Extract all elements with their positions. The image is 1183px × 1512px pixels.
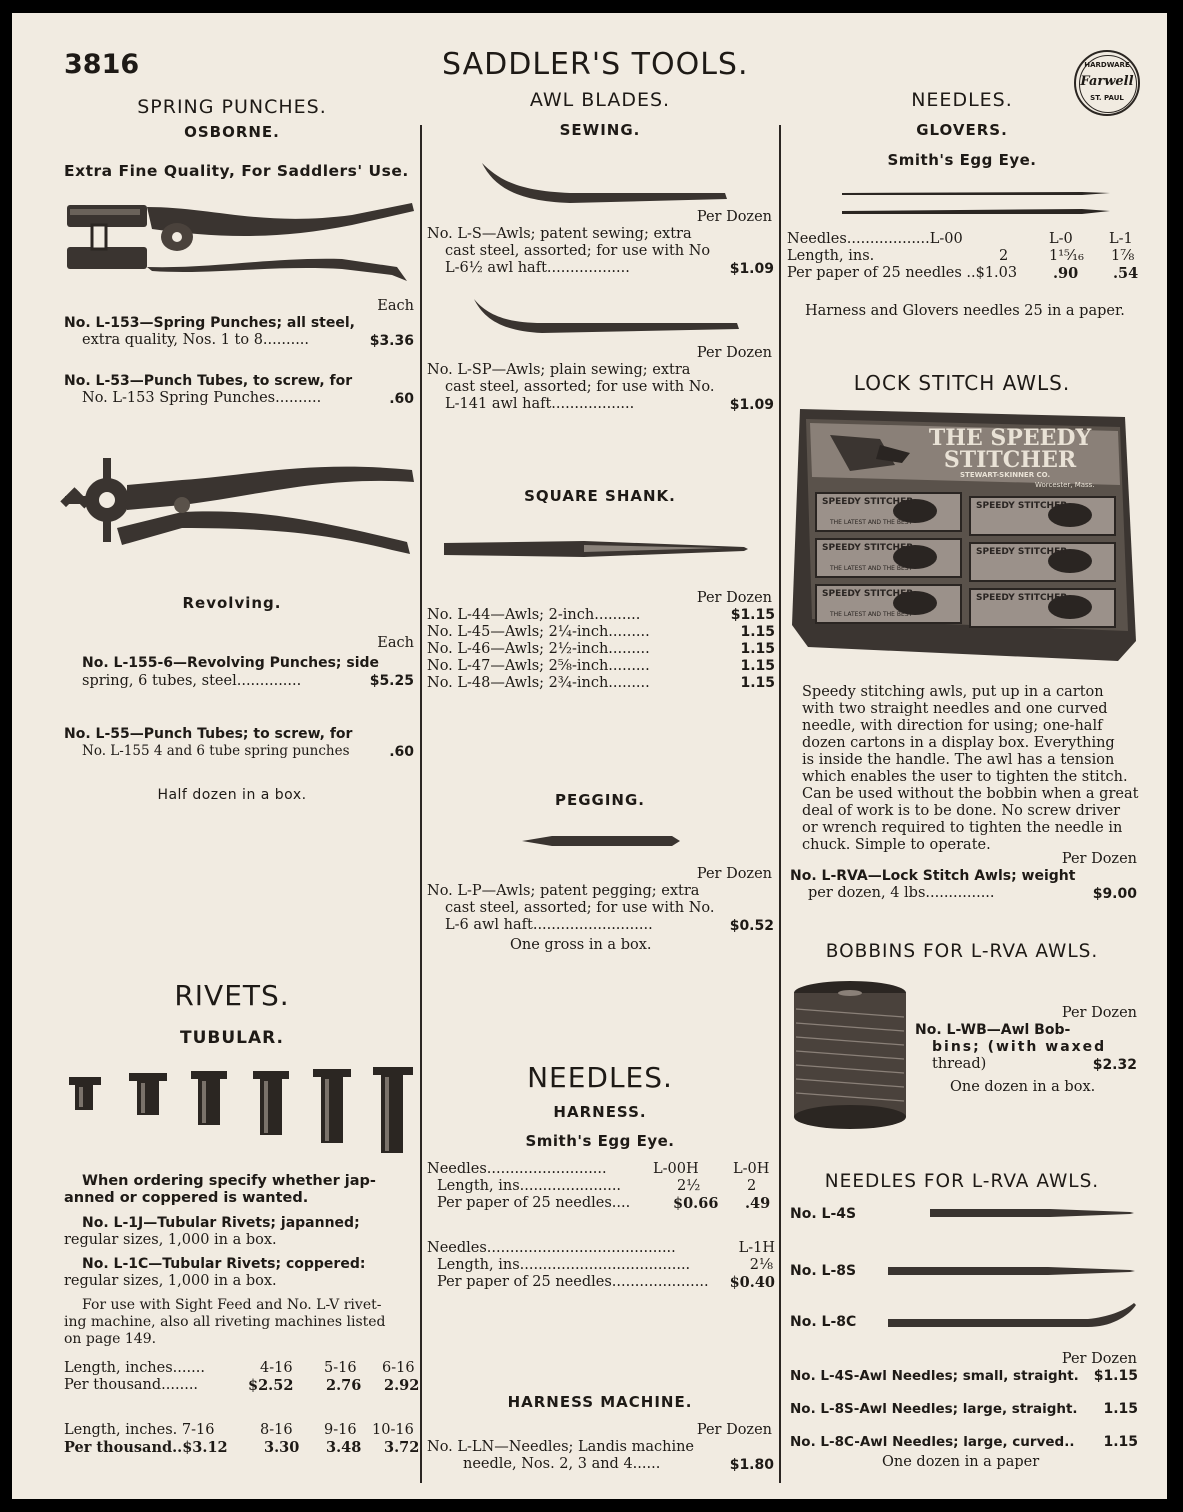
table-cell: Length, ins...................... xyxy=(437,1178,622,1194)
lock-stitch-description xyxy=(802,684,1147,854)
use-note-2: ing machine, also all riveting machines listed xyxy=(64,1314,386,1330)
needle-8c-image xyxy=(888,1303,1138,1331)
table-cell: $0.66 xyxy=(673,1195,719,1212)
box-maker-text: STEWART-SKINNER CO. xyxy=(960,471,1051,479)
glovers-needle-table xyxy=(787,231,1137,282)
awl-item: No. L-45—Awls; 2¼-inch......... xyxy=(427,624,650,640)
needle-8s-image xyxy=(888,1265,1136,1277)
square-awl-list xyxy=(427,607,775,692)
sewing-awl-image xyxy=(480,159,730,209)
rva-price: $9.00 xyxy=(1092,886,1137,902)
needle-4s-image xyxy=(930,1207,1135,1219)
table-cell: 3.30 xyxy=(264,1439,300,1456)
quality-tagline: Extra Fine Quality, For Saddlers' Use. xyxy=(64,162,409,180)
carton-label: SPEEDY STITCHER xyxy=(822,543,914,553)
spring-punches-heading: SPRING PUNCHES. xyxy=(137,96,327,118)
desc-line: Speedy stitching awls, put up in a carton xyxy=(802,684,1104,700)
l153-line2: extra quality, Nos. 1 to 8.......... xyxy=(82,332,310,348)
table-cell: L-00H xyxy=(653,1161,699,1177)
awl-needle-price: 1.15 xyxy=(1103,1401,1138,1417)
spring-punch-image xyxy=(62,197,417,287)
needle-8c-label: No. L-8C xyxy=(790,1314,857,1330)
lp-price: $0.52 xyxy=(729,918,774,934)
table-cell: 6-16 xyxy=(382,1360,415,1376)
stamp-middle: Farwell xyxy=(1080,74,1134,89)
rivets-heading: RIVETS. xyxy=(174,979,290,1012)
l55-line1: No. L-55—Punch Tubes; to screw, for xyxy=(64,726,353,742)
table-cell: 2.76 xyxy=(326,1377,362,1394)
carton-tagline: THE LATEST AND THE BEST xyxy=(830,519,913,526)
ls-line1: No. L-S—Awls; patent sewing; extra xyxy=(427,226,692,242)
catalog-page xyxy=(12,13,1167,1499)
awl-item: No. L-46—Awls; 2½-inch......... xyxy=(427,641,650,657)
desc-line: Can be used without the bobbin when a great xyxy=(802,786,1139,802)
desc-line: is inside the handle. The awl has a tension xyxy=(802,752,1115,768)
table-cell: L-0 xyxy=(1049,231,1073,247)
table-cell: 2⅛ xyxy=(749,1257,773,1273)
column-divider xyxy=(779,125,781,1483)
carton-tagline: THE LATEST AND THE BEST xyxy=(830,565,913,572)
l153-price: $3.36 xyxy=(369,333,414,349)
table-cell: L-1 xyxy=(1109,231,1133,247)
l155-price: $5.25 xyxy=(369,673,414,689)
square-shank-subheading: SQUARE SHANK. xyxy=(524,487,676,505)
awl-item: No. L-48—Awls; 2¾-inch......... xyxy=(427,675,650,691)
rivets-image xyxy=(67,1067,417,1157)
paper-note: One dozen in a paper xyxy=(882,1454,1040,1470)
lsp-line2: cast steel, assorted; for use with No. xyxy=(445,379,715,395)
per-dozen-label: Per Dozen xyxy=(696,345,772,361)
wb-price: $2.32 xyxy=(1092,1057,1137,1073)
table-cell: 8-16 xyxy=(260,1422,293,1438)
awl-needle-price: 1.15 xyxy=(1103,1434,1138,1450)
lln-price: $1.80 xyxy=(729,1457,774,1473)
l1c-line2: regular sizes, 1,000 in a box. xyxy=(64,1273,277,1289)
table-cell: .90 xyxy=(1053,265,1079,282)
l1j-line2: regular sizes, 1,000 in a box. xyxy=(64,1232,277,1248)
page-number: 3816 xyxy=(64,49,140,80)
table-cell: Needles......................................... xyxy=(427,1240,676,1256)
table-cell: 2.92 xyxy=(384,1377,420,1394)
needle-8s-label: No. L-8S xyxy=(790,1263,857,1279)
per-dozen-label: Per Dozen xyxy=(1061,1005,1137,1021)
lock-stitch-heading: LOCK STITCH AWLS. xyxy=(853,371,1071,395)
box-brand-text: THE SPEEDY STITCHER xyxy=(928,425,1092,473)
lsp-price: $1.09 xyxy=(729,397,774,413)
table-cell: .54 xyxy=(1113,265,1139,282)
table-cell: Per paper of 25 needles ..$1.03 xyxy=(787,265,1018,281)
l1j-line1 xyxy=(82,1215,360,1232)
box-city-text: Worcester, Mass. xyxy=(1035,481,1095,489)
carton-label: SPEEDY STITCHER xyxy=(822,589,914,599)
per-dozen-label: Per Dozen xyxy=(696,590,772,606)
l153-line1 xyxy=(64,315,355,332)
ls-line3: L-6½ awl haft.................. xyxy=(445,260,630,276)
l55-line2: No. L-155 4 and 6 tube spring punches xyxy=(82,743,350,759)
revolving-punch-image xyxy=(62,450,417,560)
carton-label: SPEEDY STITCHER xyxy=(822,497,914,507)
table-cell: $2.52 xyxy=(248,1377,294,1394)
awl-needle-item: No. L-8C-Awl Needles; large, curved.. xyxy=(790,1434,1075,1450)
per-dozen-label: Per Dozen xyxy=(1061,851,1137,867)
speedy-stitcher-box-image xyxy=(790,405,1140,667)
desc-line: dozen cartons in a display box. Everything xyxy=(802,735,1115,751)
table-cell: Per thousand..$3.12 xyxy=(64,1439,228,1456)
square-shank-awl-image xyxy=(444,537,749,561)
table-cell: Per thousand........ xyxy=(64,1377,199,1393)
per-dozen-label: Per Dozen xyxy=(696,866,772,882)
awl-price: 1.15 xyxy=(740,624,775,640)
wb-line2: bins; (with waxed xyxy=(932,1039,1107,1055)
lln-line1: No. L-LN—Needles; Landis machine xyxy=(427,1439,695,1455)
smith-egg-eye-label: Smith's Egg Eye. xyxy=(525,1132,675,1150)
each-label: Each xyxy=(377,298,414,314)
l155-line2: spring, 6 tubes, steel.............. xyxy=(82,673,302,689)
needles-heading: NEEDLES. xyxy=(527,1061,673,1094)
needles-rva-heading: NEEDLES FOR L-RVA AWLS. xyxy=(824,1171,1100,1192)
awl-price: 1.15 xyxy=(740,641,775,657)
lsp-line3: L-141 awl haft.................. xyxy=(445,396,635,412)
table-cell: 1⅞ xyxy=(1111,248,1135,264)
wb-box-note: One dozen in a box. xyxy=(950,1079,1096,1095)
tubular-subheading: TUBULAR. xyxy=(179,1028,284,1048)
table-cell: 4-16 xyxy=(260,1360,293,1376)
per-dozen-label: Per Dozen xyxy=(1061,1351,1137,1367)
half-dozen-note: Half dozen in a box. xyxy=(157,787,307,803)
table-cell: Length, inches....... xyxy=(64,1360,205,1376)
order-note-2: anned or coppered is wanted. xyxy=(64,1190,309,1206)
lp-line2: cast steel, assorted; for use with No. xyxy=(445,900,715,916)
awl-item: No. L-47—Awls; 2⅝-inch......... xyxy=(427,658,650,674)
harness-needle-table-2 xyxy=(427,1240,775,1291)
l53-line2: No. L-153 Spring Punches.......... xyxy=(82,390,322,406)
table-cell: 5-16 xyxy=(324,1360,357,1376)
carton-tagline: THE LATEST AND THE BEST xyxy=(830,611,913,618)
awl-item: No. L-44—Awls; 2-inch.......... xyxy=(427,607,641,623)
carton-label: SPEEDY STITCHER xyxy=(976,593,1068,603)
table-cell: 1¹⁵⁄₁₆ xyxy=(1049,248,1084,264)
use-note-1: For use with Sight Feed and No. L-V rivet- xyxy=(82,1297,382,1313)
desc-line: chuck. Simple to operate. xyxy=(802,837,991,853)
harness-subheading: HARNESS. xyxy=(553,1103,647,1121)
table-cell: 9-16 xyxy=(324,1422,357,1438)
ls-price: $1.09 xyxy=(729,261,774,277)
lp-line1: No. L-P—Awls; patent pegging; extra xyxy=(427,883,700,899)
table-cell: 3.48 xyxy=(326,1439,362,1456)
wb-line3: thread) xyxy=(932,1056,987,1072)
stamp-bottom: ST. PAUL xyxy=(1090,94,1124,102)
plain-awl-image xyxy=(472,297,742,337)
awl-needle-price: $1.15 xyxy=(1093,1368,1138,1384)
awl-needle-item: No. L-8S-Awl Needles; large, straight. xyxy=(790,1401,1078,1417)
stamp-top: HARDWARE xyxy=(1084,61,1130,69)
awl-price: 1.15 xyxy=(740,658,775,674)
l153-desc: No. L-153—Spring Punches; all steel, xyxy=(64,315,355,331)
l53-price: .60 xyxy=(389,391,414,407)
awl-price: $1.15 xyxy=(730,607,775,623)
lsp-line1: No. L-SP—Awls; plain sewing; extra xyxy=(427,362,691,378)
carton-label: SPEEDY STITCHER xyxy=(976,547,1068,557)
table-cell: Length, ins. xyxy=(787,248,875,264)
l1j-desc: No. L-1J—Tubular Rivets; japanned; xyxy=(82,1215,360,1231)
per-dozen-label: Per Dozen xyxy=(696,209,772,225)
desc-line: or wrench required to tighten the needle in xyxy=(802,820,1123,836)
table-cell: 2 xyxy=(999,248,1009,264)
table-cell: Needles.......................... xyxy=(427,1161,607,1177)
table-cell: 10-16 xyxy=(372,1422,414,1438)
gross-note: One gross in a box. xyxy=(510,937,652,953)
table-cell: .49 xyxy=(745,1195,771,1212)
per-dozen-label: Per Dozen xyxy=(696,1422,772,1438)
wb-line1: No. L-WB—Awl Bob- xyxy=(915,1022,1071,1038)
table-cell: 2½ xyxy=(677,1178,701,1194)
sewing-subheading: SEWING. xyxy=(559,121,641,139)
harness-machine-subheading: HARNESS MACHINE. xyxy=(507,1393,693,1411)
ls-line2: cast steel, assorted; for use with No xyxy=(445,243,711,259)
needle-4s-label: No. L-4S xyxy=(790,1206,857,1222)
lp-line3: L-6 awl haft.......................... xyxy=(445,917,653,933)
rivet-price-table xyxy=(64,1360,420,1456)
revolving-label: Revolving. xyxy=(182,594,282,612)
column-divider xyxy=(420,125,422,1483)
harness-needle-table xyxy=(427,1161,775,1212)
glovers-subheading: GLOVERS. xyxy=(916,121,1008,139)
awl-blades-heading: AWL BLADES. xyxy=(529,89,671,111)
awl-needle-list xyxy=(790,1368,1138,1454)
table-cell: Length, inches. 7-16 xyxy=(64,1422,215,1438)
desc-line: needle, with direction for using; one-half xyxy=(802,718,1103,734)
desc-line: which enables the user to tighten the stitch. xyxy=(802,769,1128,785)
table-cell: L-0H xyxy=(733,1161,770,1177)
table-cell: Per paper of 25 needles.... xyxy=(437,1195,631,1211)
bobbins-heading: BOBBINS FOR L-RVA AWLS. xyxy=(825,941,1099,962)
order-note-1: When ordering specify whether jap- xyxy=(82,1173,376,1189)
osborne-subheading: OSBORNE. xyxy=(184,123,280,141)
rva-line1: No. L-RVA—Lock Stitch Awls; weight xyxy=(790,868,1076,884)
table-cell: 3.72 xyxy=(384,1439,420,1456)
l155-line1: No. L-155-6—Revolving Punches; side xyxy=(82,655,380,671)
smith-egg-eye-label: Smith's Egg Eye. xyxy=(887,151,1037,169)
glovers-needles-image xyxy=(842,187,1112,227)
table-cell: $0.40 xyxy=(729,1274,775,1291)
harness-glovers-note: Harness and Glovers needles 25 in a paper. xyxy=(805,303,1125,319)
each-label: Each xyxy=(377,635,414,651)
l53-line1: No. L-53—Punch Tubes, to screw, for xyxy=(64,373,353,389)
pegging-subheading: PEGGING. xyxy=(554,791,645,809)
needles-glovers-heading: NEEDLES. xyxy=(911,89,1013,111)
desc-line: deal of work is to be done. No screw driver xyxy=(802,803,1121,819)
l1c-line1: No. L-1C—Tubular Rivets; coppered: xyxy=(82,1256,366,1272)
awl-needle-item: No. L-4S-Awl Needles; small, straight. xyxy=(790,1368,1079,1384)
l55-price: .60 xyxy=(389,744,414,760)
page-title: SADDLER'S TOOLS. xyxy=(442,47,749,82)
table-cell: Per paper of 25 needles..................... xyxy=(437,1274,709,1290)
awl-price: 1.15 xyxy=(740,675,775,691)
table-cell: Length, ins..................................... xyxy=(437,1257,691,1273)
table-cell: Needles..................L-00 xyxy=(787,231,963,247)
carton-label: SPEEDY STITCHER xyxy=(976,501,1068,511)
rva-line2: per dozen, 4 lbs............... xyxy=(808,885,995,901)
table-cell: 2 xyxy=(747,1178,757,1194)
lln-line2: needle, Nos. 2, 3 and 4...... xyxy=(463,1456,661,1472)
use-note-3: on page 149. xyxy=(64,1331,157,1347)
table-cell: L-1H xyxy=(738,1240,775,1256)
pegging-awl-image xyxy=(522,831,682,851)
bobbin-image xyxy=(790,979,910,1131)
desc-line: with two straight needles and one curved xyxy=(802,701,1108,717)
